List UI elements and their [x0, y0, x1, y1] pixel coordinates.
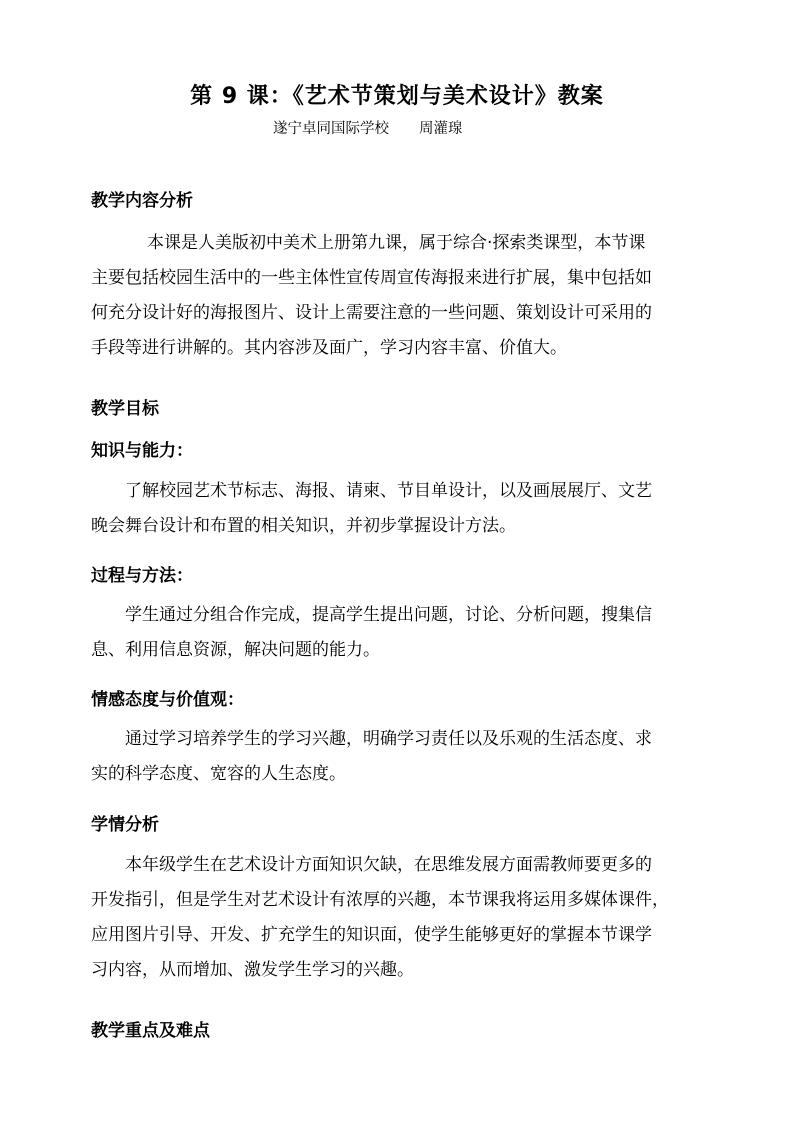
paragraph-line: 主要包括校园生活中的一些主体性宣传周宣传海报来进行扩展，集中包括如 — [91, 268, 652, 288]
paragraph-line: 晚会舞台设计和布置的相关知识，并初步掌握设计方法。 — [91, 516, 516, 536]
subheading-process: 过程与方法： — [91, 566, 193, 586]
author-name: 周灌瑔 — [419, 121, 463, 137]
paragraph-line: 手段等进行讲解的。其内容涉及面广，学习内容丰富、价值大。 — [91, 338, 567, 358]
content-analysis-paragraph — [91, 226, 707, 366]
section-heading-student-analysis: 学情分析 — [91, 815, 159, 835]
paragraph-line: 本课是人美版初中美术上册第九课，属于综合·探索类课型，本节课 — [147, 233, 646, 253]
subheading-knowledge: 知识与能力： — [91, 441, 193, 461]
process-paragraph — [91, 598, 707, 668]
paragraph-line: 何充分设计好的海报图片、设计上需要注意的一些问题、策划设计可采用的 — [91, 303, 652, 323]
author-line — [273, 118, 463, 140]
section-heading-objectives: 教学目标 — [91, 399, 159, 419]
paragraph-line: 实的科学态度、宽容的人生态度。 — [91, 764, 346, 784]
paragraph-line: 息、利用信息资源，解决问题的能力。 — [91, 640, 380, 660]
section-heading-key-points: 教学重点及难点 — [91, 1021, 210, 1041]
subheading-emotion: 情感态度与价值观： — [91, 690, 244, 710]
paragraph-line: 本年级学生在艺术设计方面知识欠缺，在思维发展方面需教师要更多的 — [125, 855, 652, 875]
paragraph-line: 了解校园艺术节标志、海报、请柬、节目单设计，以及画展展厅、文艺 — [125, 481, 652, 501]
knowledge-paragraph — [91, 474, 707, 544]
paragraph-line: 应用图片引导、开发、扩充学生的知识面，使学生能够更好的掌握本节课学 — [91, 925, 652, 945]
paragraph-line: 开发指引，但是学生对艺术设计有浓厚的兴趣，本节课我将运用多媒体课件， — [91, 890, 669, 910]
paragraph-line: 习内容，从而增加、激发学生学习的兴趣。 — [91, 960, 414, 980]
emotion-paragraph — [91, 722, 707, 792]
section-heading-content-analysis: 教学内容分析 — [91, 191, 193, 211]
paragraph-line: 学生通过分组合作完成，提高学生提出问题，讨论、分析问题，搜集信 — [125, 605, 652, 625]
document-title: 第 9 课：《艺术节策划与美术设计》教案 — [190, 84, 604, 109]
school-name: 遂宁卓同国际学校 — [273, 121, 389, 137]
paragraph-line: 通过学习培养学生的学习兴趣，明确学习责任以及乐观的生活态度、求 — [125, 729, 652, 749]
student-analysis-paragraph — [91, 848, 707, 988]
